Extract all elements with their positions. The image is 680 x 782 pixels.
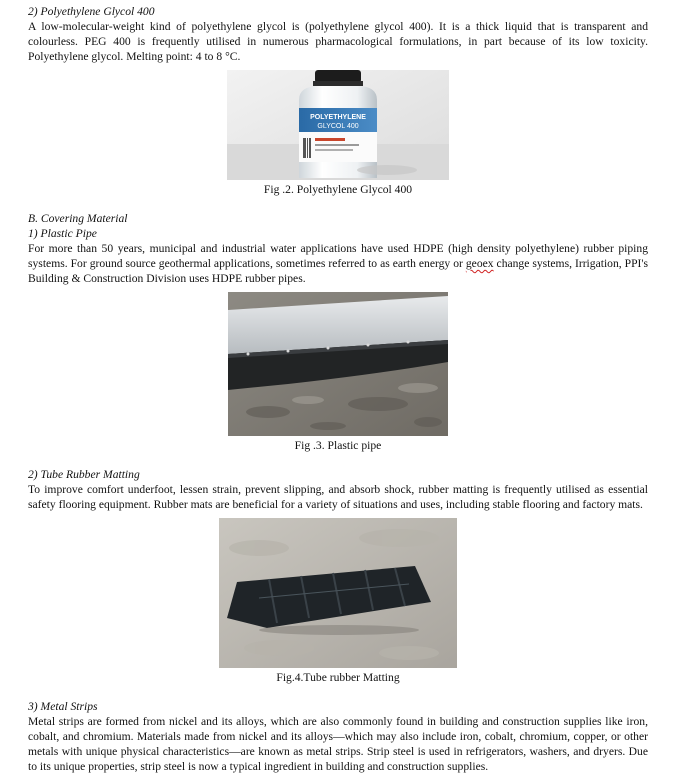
heading-plastic-pipe: 1) Plastic Pipe [28,227,97,240]
heading-tube-rubber-matting: 2) Tube Rubber Matting [28,468,140,481]
plastic-pipe-photo [228,292,448,436]
bottle-label-line1: POLYETHYLENE [310,114,366,121]
figure-tube-rubber-matting [219,518,457,668]
para-plastic-pipe [28,241,648,286]
figure-plastic-pipe [228,292,448,436]
para-tube-rubber-matting: To improve comfort underfoot, lessen strain, prevent slipping, and absorb shock, rubber matting is frequently utilised as essential safety flooring equipment. Rubber mats are beneficial for a variety of situations and uses, including stable flooring and factory mats. [28,483,648,511]
heading-metal-strips: 3) Metal Strips [28,700,98,713]
para-peg: A low-molecular-weight kind of polyethylene glycol is (polyethylene glycol 400). It is a thick liquid that is transparent and colourless. PEG 400 is frequently utilised in numerous pharmacological formulations, in part because of its low toxicity. Polyethylene glycol. Melting point: 4 to 8 °C. [28,20,648,63]
para-metal-strips: Metal strips are formed from nickel and its alloys, which are also commonly found in building and construction supplies like iron, cobalt, and chromium. Materials made from nickel and its alloys—which may also include iron, cobalt, chromium, copper, or other metals with unique physical characteristics—are known as metal strips. Strip steel is used in refrigerators, washers, and dryers. Due to its unique properties, strip steel is now a typical ingredient in building and construction supplies. [28,715,648,773]
peg-bottle-photo [227,70,449,180]
heading-covering-material: B. Covering Material [28,212,128,225]
caption-fig3: Fig .3. Plastic pipe [294,439,382,452]
rubber-matting-photo [219,518,457,668]
caption-fig4: Fig.4.Tube rubber Matting [276,671,400,684]
para-pipe-text-2: change systems, Irrigation, PPI's Building & Construction Division uses HDPE rubber pipes. [28,257,649,285]
document-page [28,4,648,774]
spellcheck-marked-word: geoex [465,257,494,270]
caption-fig2: Fig .2. Polyethylene Glycol 400 [263,183,413,196]
bottle-label-line2: GLYCOL 400 [317,123,359,130]
heading-peg: 2) Polyethylene Glycol 400 [28,5,155,18]
para-pipe-text-1: For more than 50 years, municipal and industrial water applications have used HDPE (high density polyethylene) rubber piping systems. For ground source geothermal applications, sometimes referred to as earth energy or [28,242,648,270]
figure-peg-bottle [227,70,449,180]
